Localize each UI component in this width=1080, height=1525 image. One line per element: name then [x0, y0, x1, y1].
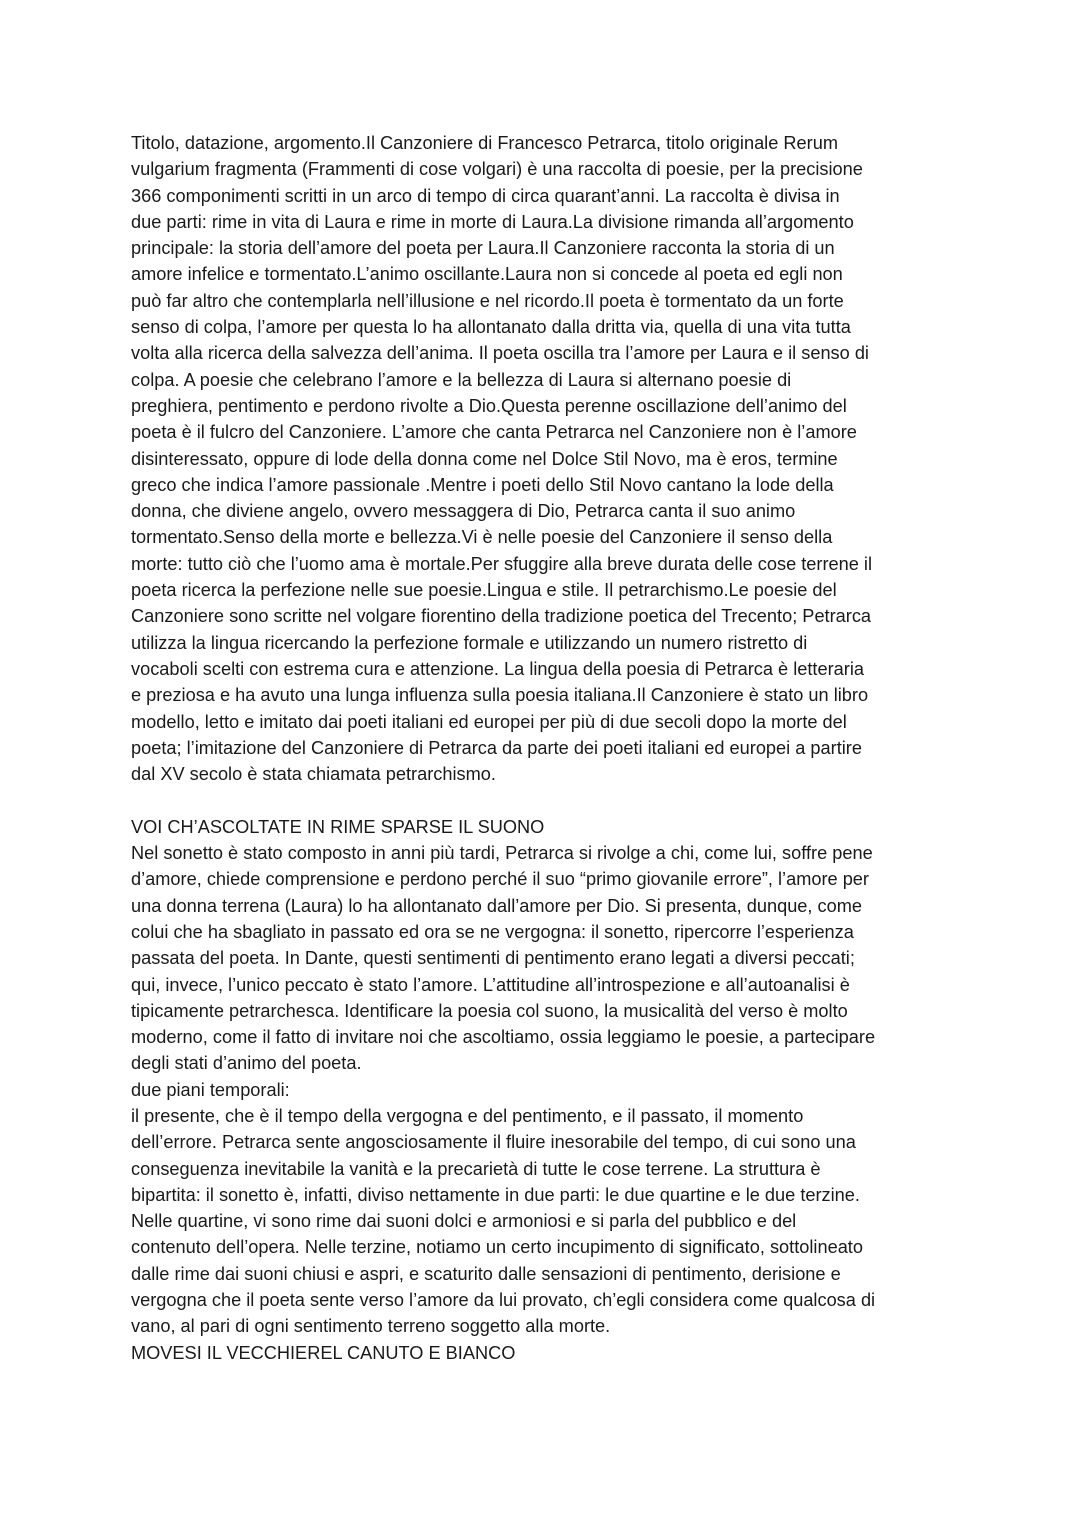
text-line: 366 componimenti scritti in un arco di tempo di circa quarant’anni. La raccolta è divisa in	[131, 185, 840, 206]
text-line: bipartita: il sonetto è, infatti, diviso nettamente in due parti: le due quartine e le due terzine.	[131, 1184, 860, 1205]
text-line: volta alla ricerca della salvezza dell’anima. Il poeta oscilla tra l’amore per Laura e il senso di	[131, 343, 869, 364]
text-line: due piani temporali:	[131, 1079, 290, 1100]
text-line: colui che ha sbagliato in passato ed ora se ne vergogna: il sonetto, ripercorre l’esperienza	[131, 921, 854, 942]
text-line: due parti: rime in vita di Laura e rime in morte di Laura.La divisione rimanda all’argomento	[131, 211, 854, 232]
text-line: vano, al pari di ogni sentimento terreno soggetto alla morte.	[131, 1316, 611, 1337]
text-line: passata del poeta. In Dante, questi sentimenti di pentimento erano legati a diversi peccati;	[131, 948, 855, 969]
text-line: Nel sonetto è stato composto in anni più tardi, Petrarca si rivolge a chi, come lui, soffre pene	[131, 843, 873, 864]
text-line: preghiera, pentimento e perdono rivolte a Dio.Questa perenne oscillazione dell’animo del	[131, 395, 847, 416]
text-line: e preziosa e ha avuto una lunga influenza sulla poesia italiana.Il Canzoniere è stato un libro	[131, 685, 869, 706]
text-line: conseguenza inevitabile la vanità e la precarietà di tutte le cose terrene. La struttura è	[131, 1158, 821, 1179]
text-line: modello, letto e imitato dai poeti italiani ed europei per più di due secoli dopo la morte del	[131, 711, 847, 732]
section-canzoniere-intro	[131, 130, 951, 787]
text-line: poeta ricerca la perfezione nelle sue poesie.Lingua e stile. Il petrarchismo.Le poesie del	[131, 580, 837, 601]
text-line: colpa. A poesie che celebrano l’amore e la bellezza di Laura si alternano poesie di	[131, 369, 792, 390]
text-line: poeta; l’imitazione del Canzoniere di Petrarca da parte dei poeti italiani ed europei a partire	[131, 737, 862, 758]
text-line: Canzoniere sono scritte nel volgare fiorentino della tradizione poetica del Trecento; Petrarca	[131, 606, 872, 627]
text-line: Nelle quartine, vi sono rime dai suoni dolci e armoniosi e si parla del pubblico e del	[131, 1211, 797, 1232]
section-heading-voi-ch-ascoltate: VOI CH’ASCOLTATE IN RIME SPARSE IL SUONO	[131, 816, 545, 837]
text-line: utilizza la lingua ricercando la perfezione formale e utilizzando un numero ristretto di	[131, 632, 808, 653]
text-line: dalle rime dai suoni chiusi e aspri, e scaturito dalle sensazioni di pentimento, derisione e	[131, 1263, 841, 1284]
text-line: d’amore, chiede comprensione e perdono perché il suo “primo giovanile errore”, l’amore per	[131, 869, 869, 890]
text-line: donna, che diviene angelo, ovvero messaggera di Dio, Petrarca canta il suo animo	[131, 501, 796, 522]
text-line: dell’errore. Petrarca sente angosciosamente il fluire inesorabile del tempo, di cui sono una	[131, 1132, 856, 1153]
text-line: poeta è il fulcro del Canzoniere. L’amore che canta Petrarca nel Canzoniere non è l’amore	[131, 422, 857, 443]
text-line: Titolo, datazione, argomento.Il Canzoniere di Francesco Petrarca, titolo originale Rerum	[131, 133, 838, 153]
text-line: principale: la storia dell’amore del poeta per Laura.Il Canzoniere racconta la storia di un	[131, 238, 835, 259]
text-line: vocaboli scelti con estrema cura e attenzione. La lingua della poesia di Petrarca è letteraria	[131, 658, 864, 679]
text-line: senso di colpa, l’amore per questa lo ha allontanato dalla dritta via, quella di una vita tutta	[131, 317, 851, 338]
document-page	[131, 130, 951, 1366]
text-line: dal XV secolo è stata chiamata petrarchismo.	[131, 764, 496, 785]
text-line: una donna terrena (Laura) lo ha allontanato dall’amore per Dio. Si presenta, dunque, come	[131, 895, 862, 916]
text-line: morte: tutto ciò che l’uomo ama è mortale.Per sfuggire alla breve durata delle cose terrene il	[131, 553, 873, 574]
text-line: disinteressato, oppure di lode della donna come nel Dolce Stil Novo, ma è eros, termine	[131, 448, 838, 469]
text-line: qui, invece, l’unico peccato è stato l’amore. L’attitudine all’introspezione e all’autoanalisi è	[131, 974, 850, 995]
text-line: tipicamente petrarchesca. Identificare la poesia col suono, la musicalità del verso è molto	[131, 1000, 848, 1021]
text-line: greco che indica l’amore passionale .Mentre i poeti dello Stil Novo cantano la lode della	[131, 474, 834, 495]
text-line: il presente, che è il tempo della vergogna e del pentimento, e il passato, il momento	[131, 1105, 804, 1126]
text-line: degli stati d’animo del poeta.	[131, 1053, 362, 1074]
text-line: amore infelice e tormentato.L’animo oscillante.Laura non si concede al poeta ed egli non	[131, 264, 843, 285]
paragraph-gap	[131, 787, 951, 813]
text-line: può far altro che contemplarla nell’illusione e nel ricordo.Il poeta è tormentato da un forte	[131, 290, 844, 311]
text-line: moderno, come il fatto di invitare noi che ascoltiamo, ossia leggiamo le poesie, a partecipare	[131, 1027, 876, 1048]
text-line: tormentato.Senso della morte e bellezza.Vi è nelle poesie del Canzoniere il senso della	[131, 527, 833, 548]
section-voi-ch-ascoltate-body	[131, 840, 951, 1340]
text-line: contenuto dell’opera. Nelle terzine, notiamo un certo incupimento di significato, sottolineato	[131, 1237, 863, 1258]
section-heading-movesi-il-vecchierel: MOVESI IL VECCHIEREL CANUTO E BIANCO	[131, 1342, 516, 1363]
text-line: vergogna che il poeta sente verso l’amore da lui provato, ch’egli considera come qualcosa di	[131, 1290, 876, 1311]
text-line: vulgarium fragmenta (Frammenti di cose volgari) è una raccolta di poesie, per la precisione	[131, 159, 863, 180]
